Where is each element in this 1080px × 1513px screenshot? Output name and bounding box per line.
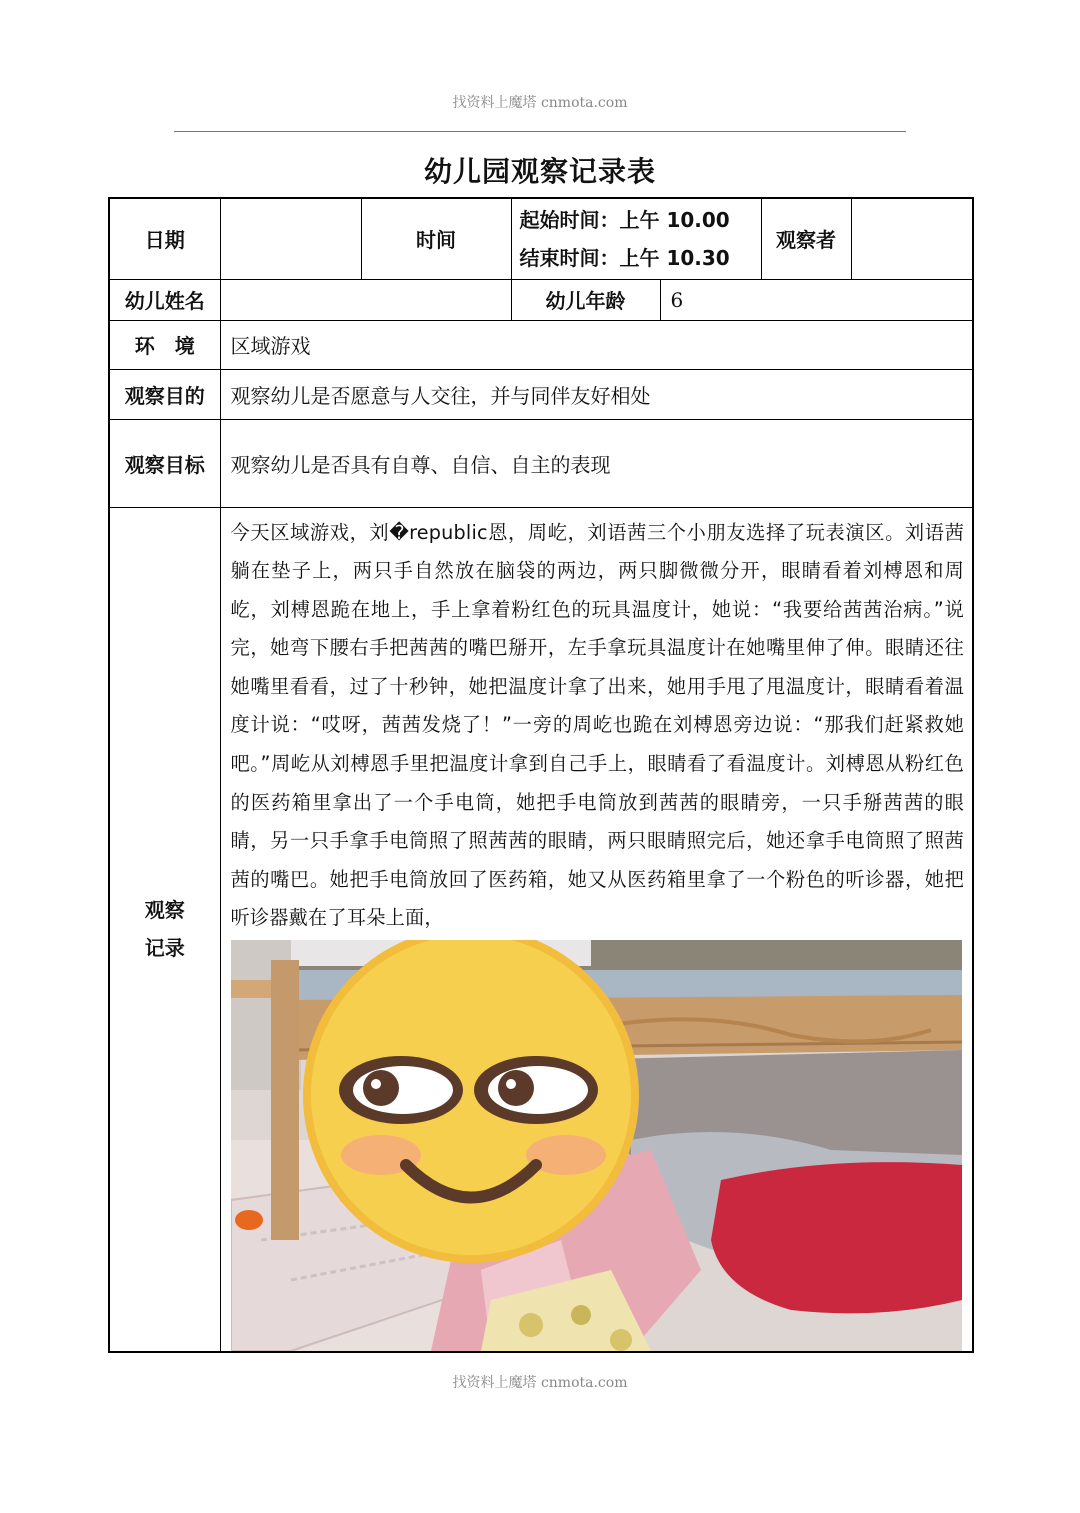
time-range <box>511 198 761 279</box>
purpose-value: 观察幼儿是否愿意与人交往，并与同伴友好相处 <box>220 369 973 419</box>
record-label-line1: 观察 <box>144 898 185 923</box>
goal-value: 观察幼儿是否具有自尊、自信、自主的表现 <box>220 419 973 507</box>
purpose-label: 观察目的 <box>109 369 220 419</box>
record-text: 今天区域游戏，刘�republic恩，周屹，刘语茜三个小朋友选择了玩表演区。刘语茜躺在垫子上，两只手自然放在脑袋的两边，两只脚微微分开，眼睛看着刘榑恩和周屹，刘榑恩跪在地上，手上拿着粉红色的玩具温度计，她说：“我要给茜茜治病。”说完，她弯下腰右手把茜茜的嘴巴掰开，左手拿玩具温度计在她嘴里伸了伸。眼睛还往她嘴里看看，过了十秒钟，她把温度计拿了出来，她用手甩了甩温度计，眼睛看着温度计说：“哎呀，茜茜发烧了！”一旁的周屹也跪在刘榑恩旁边说：“那我们赶紧救她吧。”周屹从刘榑恩手里把温度计拿到自己手上，眼睛看了看温度计。刘榑恩从粉红色的医药箱里拿出了一个手电筒，她把手电筒放到茜茜的眼睛旁，一只手掰茜茜的眼睛，另一只手拿手电筒照了照茜茜的眼睛，两只眼睛照完后，她还拿手电筒照了照茜茜的嘴巴。她把手电筒放回了医药箱，她又从医药箱里拿了一个粉色的听诊器，她把听诊器戴在了耳朵上面， <box>230 520 965 930</box>
observer-value <box>851 198 973 279</box>
environment-label: 环 境 <box>109 320 220 369</box>
record-content <box>220 507 973 1352</box>
observation-form <box>108 197 974 1353</box>
start-time: 起始时间：上午 10.00 <box>519 207 730 232</box>
time-label: 时间 <box>361 198 511 279</box>
date-value <box>220 198 361 279</box>
footer-watermark: 找资料上魔塔 cnmota.com <box>452 1375 628 1391</box>
observation-photo <box>231 940 962 1351</box>
record-label-line2: 记录 <box>144 936 185 961</box>
environment-value: 区域游戏 <box>220 320 973 369</box>
document-title: 幼儿园观察记录表 <box>423 155 656 188</box>
child-age-value: 6 <box>660 279 973 320</box>
child-name-label: 幼儿姓名 <box>109 279 220 320</box>
observer-label: 观察者 <box>761 198 851 279</box>
record-label <box>109 507 220 1352</box>
child-age-label: 幼儿年龄 <box>511 279 660 320</box>
date-label: 日期 <box>109 198 220 279</box>
child-name-value <box>220 279 511 320</box>
header-rule <box>174 131 906 132</box>
goal-label: 观察目标 <box>109 419 220 507</box>
photo-illustration <box>231 940 962 1351</box>
end-time: 结束时间：上午 10.30 <box>519 245 730 270</box>
header-watermark: 找资料上魔塔 cnmota.com <box>452 95 628 111</box>
